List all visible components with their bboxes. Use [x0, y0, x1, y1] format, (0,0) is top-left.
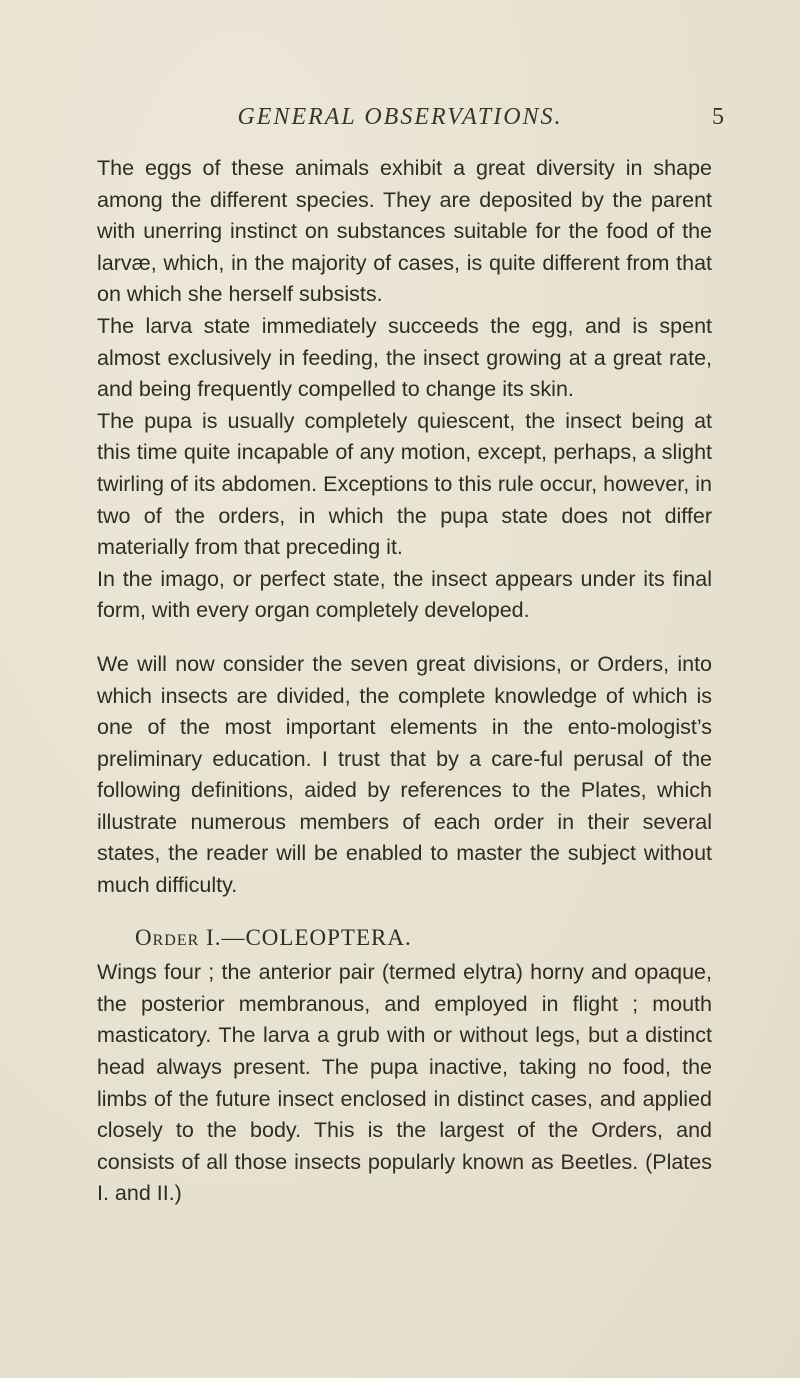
paragraph-larva: The larva state immediately succeeds the egg, and is spent almost exclusively in feeding, the insect growing at a great rate, and being frequently compelled to change its skin. — [97, 313, 712, 402]
order-heading-prefix: Order I. — [135, 924, 222, 950]
body-text — [97, 153, 712, 1210]
paragraph-orders-intro: We will now consider the seven great divisions, or Orders, into which insects are divided, the complete knowledge of which is one of the most important elements in the ento-mologist’s preliminary education. I trust that by a care-ful perusal of the following definitions, aided by references to the Plates, which illustrate numerous members of each order in their several states, the reader will be enabled to master the subject without much difficulty. — [97, 651, 712, 898]
paragraph-gap — [97, 627, 712, 649]
running-title: GENERAL OBSERVATIONS. — [237, 104, 563, 130]
paragraph-imago: In the imago, or perfect state, the insect appears under its final form, with every organ completely developed. — [97, 566, 712, 623]
order-heading-name: —COLEOPTERA. — [221, 924, 412, 950]
paragraph-eggs: The eggs of these animals exhibit a great diversity in shape among the different species. They are deposited by the parent with unerring instinct on substances suitable for the food of the larvæ, which, in the majority of cases, is quite different from that on which she herself subsists. — [97, 156, 712, 307]
paragraph-pupa: The pupa is usually completely quiescent, the insect being at this time quite incapable of any motion, except, perhaps, a slight twirling of its abdomen. Exceptions to this rule occur, however, in two of the orders, in which the pupa state does not differ materially from that preceding it. — [97, 408, 712, 560]
order-heading — [97, 902, 712, 958]
page-number: 5 — [712, 104, 724, 130]
paragraph-coleoptera: Wings four ; the anterior pair (termed elytra) horny and opaque, the posterior membranous, and employed in flight ; mouth masticatory. The larva a grub with or without legs, but a distinct head always present. The pupa inactive, taking no food, the limbs of the future insect enclosed in distinct cases, and applied closely to the body. This is the largest of the Orders, and consists of all those insects popularly known as Beetles. (Plates I. and II.) — [97, 960, 712, 1206]
